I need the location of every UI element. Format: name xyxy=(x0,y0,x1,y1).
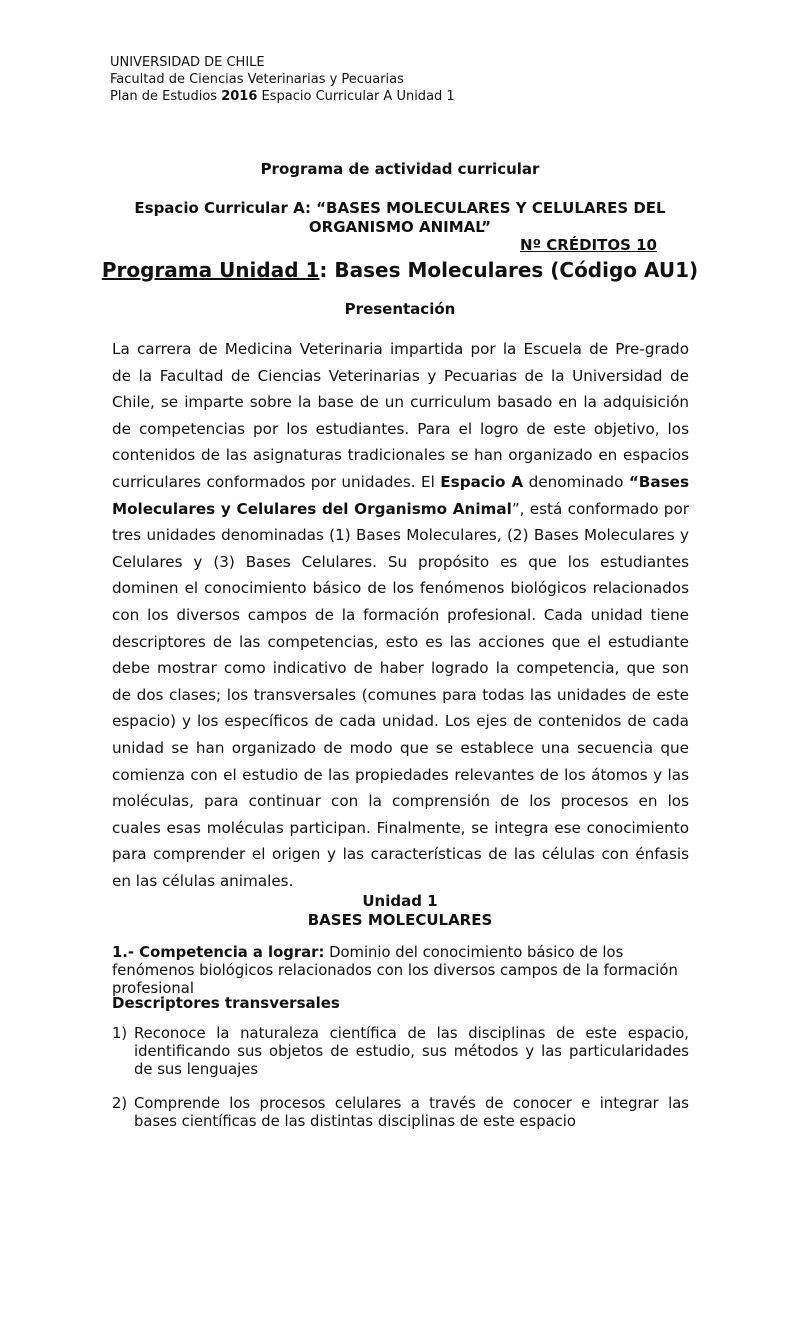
list-item-text: Reconoce la naturaleza científica de las disciplinas de este espacio, identificando sus objetos de estudio, sus métodos y las particularidades de sus lenguajes xyxy=(134,1025,689,1078)
list-item xyxy=(112,1025,689,1079)
paragraph-bold-name: “Bases Moleculares y Celulares del Organismo Animal xyxy=(112,472,690,518)
list-item-text: Comprende los procesos celulares a través de conocer e integrar las bases científicas de las distintas disciplinas de este espacio xyxy=(134,1095,689,1130)
header-faculty: Facultad de Ciencias Veterinarias y Pecuarias xyxy=(110,72,404,87)
unidad-heading xyxy=(0,892,800,930)
descriptores-heading: Descriptores transversales xyxy=(112,994,340,1012)
competencia-text: Dominio del conocimiento básico de los fenómenos biológicos relacionados con los diversos campos de la formación profesional xyxy=(112,944,678,997)
competencia-label: 1.- Competencia a lograr: xyxy=(112,944,325,961)
espacio-line-2: ORGANISMO ANIMAL” xyxy=(308,218,492,236)
paragraph-bold-espacio: Espacio A xyxy=(440,472,524,491)
document-header xyxy=(110,54,455,105)
unidad-heading-line-1: Unidad 1 xyxy=(362,892,438,910)
list-item-number: 1) xyxy=(112,1025,128,1042)
competencia-paragraph xyxy=(112,944,689,998)
unidad-program-title xyxy=(0,258,800,282)
paragraph-part-2: denominado xyxy=(523,472,629,491)
header-plan-year: 2016 xyxy=(221,89,258,104)
list-item-number: 2) xyxy=(112,1095,128,1112)
header-plan xyxy=(110,88,455,105)
espacio-line-1: Espacio Curricular A: “BASES MOLECULARES Y CELULARES DEL xyxy=(134,199,666,217)
paragraph-part-1: La carrera de Medicina Veterinaria impartida por la Escuela de Pre-grado de la Facultad de Ciencias Veterinarias y Pecuarias de la Universidad de Chile, se imparte sobre la base de un curriculum basado en la adquisición de competencias por los estudiantes. Para el logro de este objetivo, los contenidos de las asignaturas tradicionales se han organizado en espacios curriculares conformados por unidades. El xyxy=(112,340,689,491)
section-heading-presentacion: Presentación xyxy=(344,300,456,318)
list-item xyxy=(112,1095,689,1131)
unidad-heading-line-2: BASES MOLECULARES xyxy=(307,911,493,929)
unidad-program-title-underlined: Programa Unidad 1 xyxy=(101,258,320,282)
paragraph-part-3: ”, está conformado por tres unidades denominadas (1) Bases Moleculares, (2) Bases Moleculares y Celulares y (3) Bases Celulares. Su propósito es que los estudiantes dominen el conocimiento básico de los fenómenos biológicos relacionados con los diversos campos de la formación profesional. Cada unidad tiene descriptores de las competencias, esto es las acciones que el estudiante debe mostrar como indicativo de haber logrado la competencia, que son de dos clases; los transversales (comunes para todas las unidades de este espacio) y los específicos de cada unidad. Los ejes de contenidos de cada unidad se han organizado de modo que se establece una secuencia que comienza con el estudio de las propiedades relevantes de los átomos y las moléculas, para continuar con la comprensión de los procesos en los cuales esas moléculas participan. Finalmente, se integra ese conocimiento para comprender el origen y las características de las células con énfasis en las células animales. xyxy=(112,499,689,890)
espacio-curricular-title xyxy=(0,199,800,237)
presentation-paragraph xyxy=(112,336,689,894)
creditos-label: Nº CRÉDITOS 10 xyxy=(520,236,657,254)
header-university: UNIVERSIDAD DE CHILE xyxy=(110,55,265,70)
header-plan-post: Espacio Curricular A Unidad 1 xyxy=(257,89,455,104)
program-title: Programa de actividad curricular xyxy=(260,160,540,178)
header-plan-pre: Plan de Estudios xyxy=(110,89,222,104)
unidad-program-title-rest: : Bases Moleculares (Código AU1) xyxy=(319,258,699,282)
